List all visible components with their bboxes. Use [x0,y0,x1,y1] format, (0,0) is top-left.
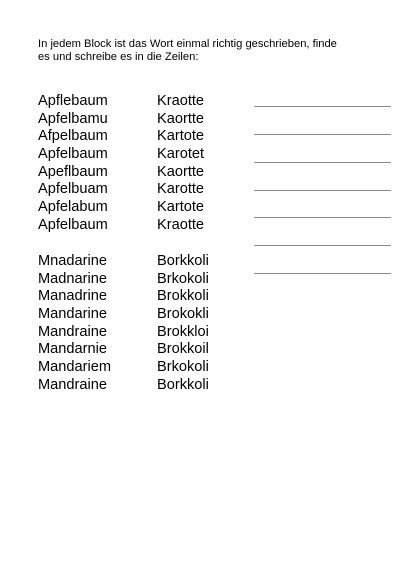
answer-line[interactable] [254,162,391,163]
word-option: Karotte [157,181,205,198]
answer-line[interactable] [254,217,391,218]
word-option: Kraotte [157,216,205,233]
word-option: Apfelbuam [38,181,108,198]
instruction-line-2: es und schreibe es in die Zeilen: [38,51,199,63]
word-option: Kartote [157,199,205,216]
word-option: Madnarine [38,270,107,287]
answer-line[interactable] [254,245,391,246]
word-option: Brkokoli [157,359,209,376]
word-option: Borkkoli [157,253,209,269]
word-option: Mandarnie [38,341,107,358]
word-option: Mnadarine [38,253,107,269]
word-option: Karotet [157,146,205,163]
word-option: Kartote [157,128,205,145]
word-option: Apfelabum [38,199,108,216]
word-option: Kaortte [157,110,205,127]
word-option: Brokkloi [157,323,209,340]
word-option: Afpelbaum [38,128,108,145]
word-option: Apeflbaum [38,163,108,180]
word-option: Kaortte [157,163,205,180]
word-option: Borkkoli [157,376,209,393]
answer-line[interactable] [254,273,391,274]
word-option: Mandraine [38,323,107,340]
word-option: Mandariem [38,359,111,376]
block2-column2 [157,253,209,395]
word-option: Brokokli [157,306,209,323]
word-option: Brkokoli [157,270,209,287]
word-option: Kraotte [157,93,205,109]
word-option: Apfelbaum [38,216,108,233]
word-option: Brokkoli [157,288,209,305]
word-option: Apfelbamu [38,110,108,127]
word-option: Mandraine [38,376,107,393]
word-option: Apfelbaum [38,146,108,163]
word-option: Apflebaum [38,93,108,109]
answer-line[interactable] [254,134,391,135]
block1-column2 [157,93,204,235]
block2-column1 [38,253,111,395]
word-option: Brokkoil [157,341,209,358]
answer-line[interactable] [254,106,391,107]
instruction-text [38,38,378,64]
answer-line[interactable] [254,190,391,191]
word-option: Manadrine [38,288,107,305]
word-option: Mandarine [38,306,107,323]
block1-column1 [38,93,108,235]
instruction-line-1: In jedem Block ist das Wort einmal richtig geschrieben, finde [38,38,337,50]
